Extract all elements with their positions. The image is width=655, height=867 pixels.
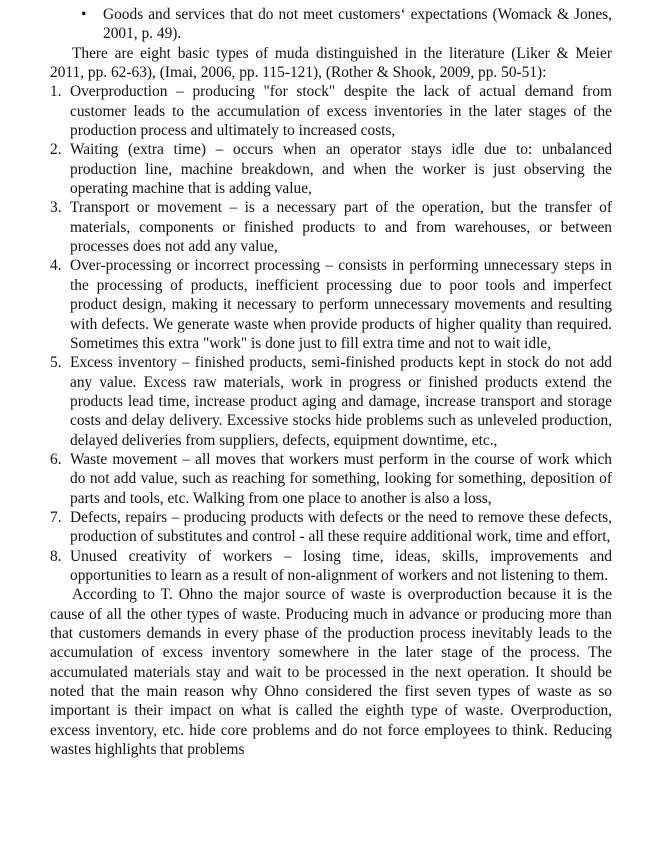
list-number: 1. [50,83,62,101]
list-item [50,353,612,450]
list-item [50,508,612,547]
list-item [50,82,612,140]
list-item [50,198,612,256]
list-item-text: Transport or movement – is a necessary part of the operation, but the transfer of materials, components or finished products to and from warehouses, or between processes does not add any value, [70,199,612,256]
list-number: 8. [50,547,62,565]
list-item [50,450,612,508]
list-number: 4. [50,257,62,275]
list-number: 3. [50,199,62,217]
list-item-text: Over-processing or incorrect processing – consists in performing unnecessary steps in the processing of products, inefficient processing due to poor tools and imperfect product design, making it necessary to perform unnecessary movements and resulting with defects. We generate waste when provide products of higher quality than required. Sometimes this extra "work" is done just to fill extra time and not to wait idle, [70,257,612,352]
conclusion-paragraph: According to T. Ohno the major source of waste is overproduction because it is the cause of all the other types of waste. Producing much in advance or producing more than that customers demands in every phase of the production process inevitably leads to the accumulation of excess inventory somewhere in the later stage of the process. The accumulated materials stay and wait to be processed in the next operation. It should be noted that the main reason why Ohno considered the first seven types of waste as so important is their impact on what is called the eighth type of waste. Overproduction, excess inventory, etc. hide core problems and do not force employees to think. Reducing wastes highlights that problems [50,586,612,759]
list-number: 2. [50,141,62,159]
waste-types-list [50,82,612,585]
list-item-text: Overproduction – producing "for stock" despite the lack of actual demand from customer leads to the accumulation of excess inventories in the later stages of the production process and ultimately to increased costs, [70,83,612,140]
bullet-item: • Goods and services that do not meet customers‘ expectations (Womack & Jones, 2001, p. 49). [81,5,612,44]
page-content [50,5,612,759]
list-number: 7. [50,508,62,526]
list-number: 6. [50,450,62,468]
list-item-text: Excess inventory – finished products, semi-finished products kept in stock do not add any value. Excess raw materials, work in progress or finished products extend the products lead time, increase product aging and damage, increase transport and storage costs and delay delivery. Excessive stocks hide problems such as unleveled production, delayed deliveries from suppliers, defects, equipment downtime, etc., [70,354,612,449]
list-item [50,256,612,353]
list-item-text: Waste movement – all moves that workers must perform in the course of work which do not add value, such as reaching for something, looking for something, deposition of parts and tools, etc. Walking from one place to another is also a loss, [70,450,612,507]
list-item [50,547,612,586]
list-item [50,140,612,198]
list-item-text: Unused creativity of workers – losing time, ideas, skills, improvements and opportunities to learn as a result of non-alignment of workers and not listening to them. [70,547,612,584]
list-item-text: Defects, repairs – producing products with defects or the need to remove these defects, production of substitutes and control - all these require additional work, time and effort, [70,508,612,546]
intro-paragraph: There are eight basic types of muda distinguished in the literature (Liker & Meier 2011, pp. 62-63), (Imai, 2006, pp. 115-121), (Rother & Shook, 2009, pp. 50-51): [50,44,612,82]
list-item-text: Waiting (extra time) – occurs when an operator stays idle due to: unbalanced production line, machine breakdown, and when the worker is just observing the operating machine that is adding value, [70,141,612,198]
list-number: 5. [50,354,62,372]
